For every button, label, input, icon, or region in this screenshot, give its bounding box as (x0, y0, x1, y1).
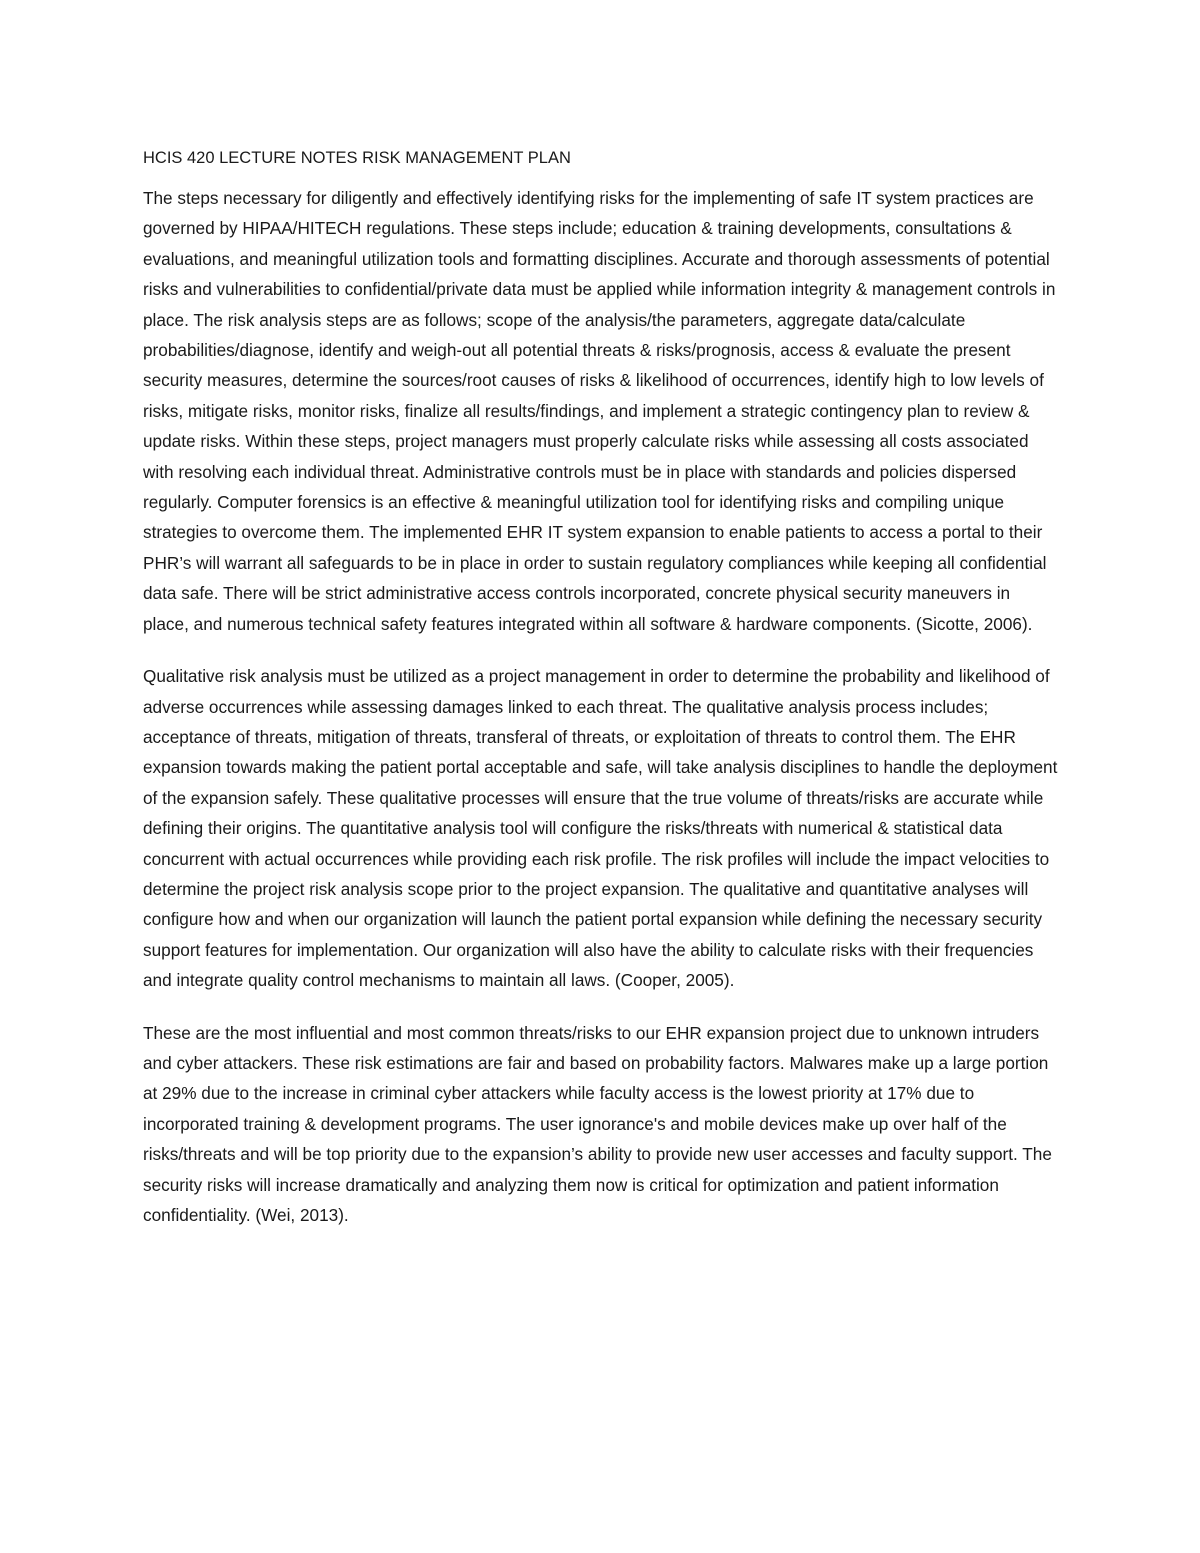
document-title: HCIS 420 LECTURE NOTES RISK MANAGEMENT PLAN (143, 149, 571, 167)
document-body (143, 143, 1058, 1252)
paragraph-risk-identification-steps: The steps necessary for diligently and effectively identifying risks for the implementing of safe IT system practices are governed by HIPAA/HITECH regulations. These steps include; education & training developments, consultations & evaluations, and meaningful utilization tools and formatting disciplines. Accurate and thorough assessments of potential risks and vulnerabilities to confidential/private data must be applied while information integrity & management controls in place. The risk analysis steps are as follows; scope of the analysis/the parameters, aggregate data/calculate probabilities/diagnose, identify and weigh-out all potential threats & risks/prognosis, access & evaluate the present security measures, determine the sources/root causes of risks & likelihood of occurrences, identify high to low levels of risks, mitigate risks, monitor risks, finalize all results/findings, and implement a strategic contingency plan to review & update risks. Within these steps, project managers must properly calculate risks while assessing all costs associated with resolving each individual threat. Administrative controls must be in place with standards and policies dispersed regularly. Computer forensics is an effective & meaningful utilization tool for identifying risks and compiling unique strategies to overcome them. The implemented EHR IT system expansion to enable patients to access a portal to their PHR’s will warrant all safeguards to be in place in order to sustain regulatory compliances while keeping all confidential data safe. There will be strict administrative access controls incorporated, concrete physical security maneuvers in place, and numerous technical safety features integrated within all software & hardware components. (Sicotte, 2006). (143, 188, 1056, 634)
paragraph-qualitative-risk-analysis: Qualitative risk analysis must be utilized as a project management in order to determine the probability and likelihood of adverse occurrences while assessing damages linked to each threat. The qualitative analysis process includes; acceptance of threats, mitigation of threats, transferal of threats, or exploitation of threats to control them. The EHR expansion towards making the patient portal acceptable and safe, will take analysis disciplines to handle the deployment of the expansion safely. These qualitative processes will ensure that the true volume of threats/risks are accurate while defining their origins. The quantitative analysis tool will configure the risks/threats with numerical & statistical data concurrent with actual occurrences while providing each risk profile. The risk profiles will include the impact velocities to determine the project risk analysis scope prior to the project expansion. The qualitative and quantitative analyses will configure how and when our organization will launch the patient portal expansion while defining the necessary security support features for implementation. Our organization will also have the ability to calculate risks with their frequencies and integrate quality control mechanisms to maintain all laws. (Cooper, 2005). (143, 666, 1058, 991)
paragraph-common-threats: These are the most influential and most common threats/risks to our EHR expansion project due to unknown intruders and cyber attackers. These risk estimations are fair and based on probability factors. Malwares make up a large portion at 29% due to the increase in criminal cyber attackers while faculty access is the lowest priority at 17% due to incorporated training & development programs. The user ignorance's and mobile devices make up over half of the risks/threats and will be top priority due to the expansion’s ability to provide new user accesses and faculty support. The security risks will increase dramatically and analyzing them now is critical for optimization and patient information confidentiality. (Wei, 2013). (143, 1022, 1052, 1225)
